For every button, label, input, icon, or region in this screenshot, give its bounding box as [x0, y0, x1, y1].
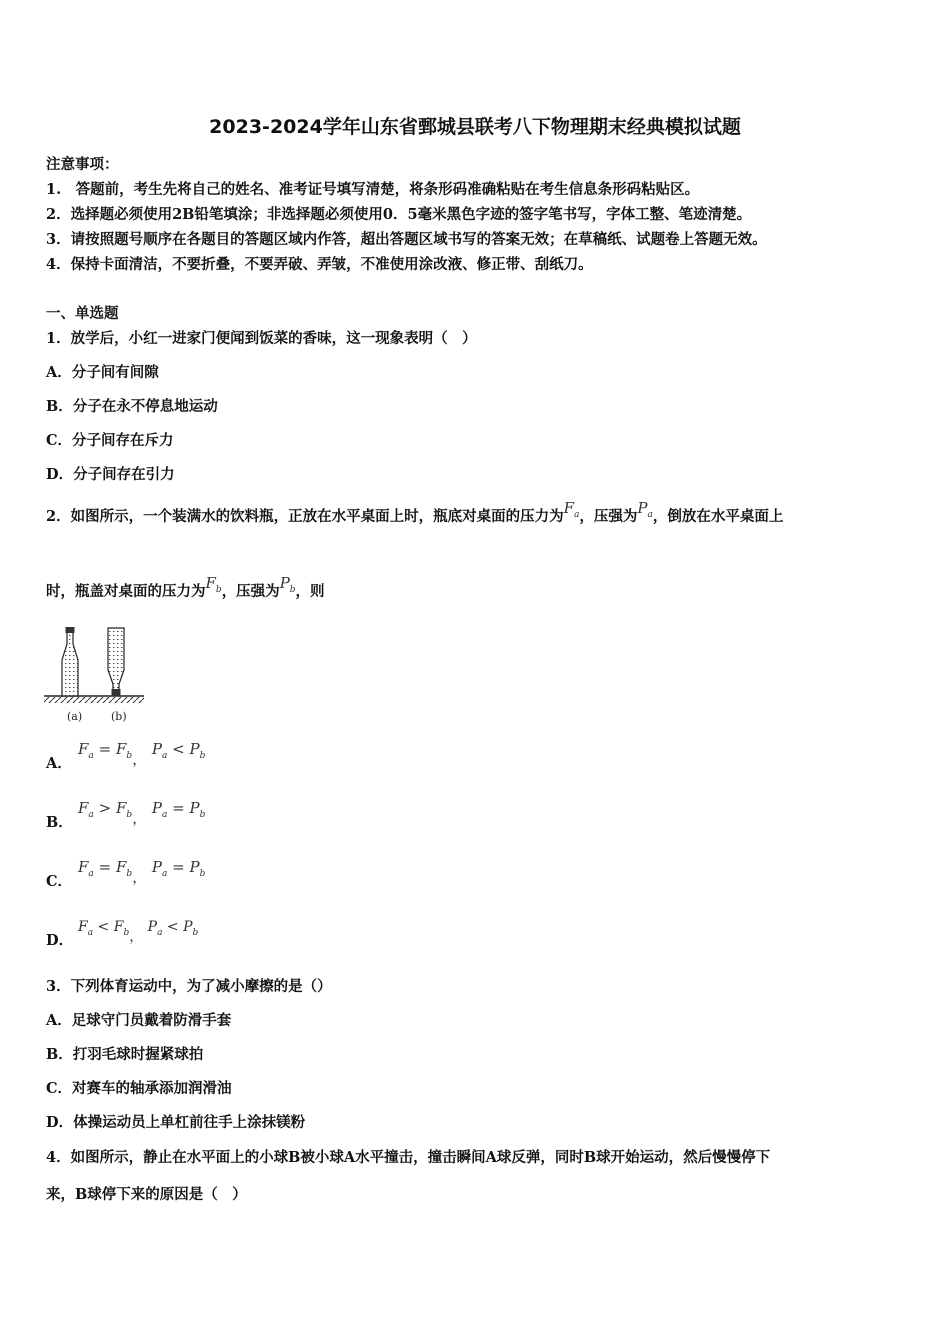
notice-item: 3．请按照题号顺序在各题目的答题区域内作答，超出答题区域书写的答案无效；在草稿纸、试题卷上答题无效。	[46, 231, 767, 248]
bottle-b	[108, 628, 124, 696]
question-2-stem-line2	[46, 574, 325, 603]
question-4-stem-line2: 来，B球停下来的原因是（ ）	[46, 1186, 247, 1203]
question-2-option-d-label: D．	[46, 932, 74, 949]
table-hatch	[44, 697, 144, 703]
question-3-option-d: D．体操运动员上单杠前往手上涂抹镁粉	[46, 1114, 306, 1131]
pressure-b-symbol: $P_b$	[279, 574, 296, 595]
question-4-stem-line1: 4．如图所示，静止在水平面上的小球B被小球A水平撞击，撞击瞬间A球反弹，同时B球开始运动，然后慢慢停下	[46, 1149, 771, 1166]
notice-item: 1. 答题前，考生先将自己的姓名、准考证号填写清楚，将条形码准确粘贴在考生信息条形码粘贴区。	[46, 181, 700, 198]
question-2-option-b-formula: $F_a > F_b$， $P_a = P_b$	[78, 799, 206, 827]
question-1-stem: 1．放学后，小红一进家门便闻到饭菜的香味，这一现象表明（ ）	[46, 330, 477, 347]
question-1-option-d: D．分子间存在引力	[46, 466, 175, 483]
notice-item: 2．选择题必须使用2B铅笔填涂；非选择题必须使用0．5毫米黑色字迹的签字笔书写，字体工整、笔迹清楚。	[46, 206, 752, 223]
question-2-stem-line1	[46, 499, 784, 528]
question-2-option-b-label: B．	[46, 814, 73, 831]
question-1-option-c: C．分子间存在斥力	[46, 432, 174, 449]
question-3-option-c: C．对赛车的轴承添加润滑油	[46, 1080, 232, 1097]
question-2-option-c-formula: $F_a = F_b$， $P_a = P_b$	[78, 858, 206, 886]
notice-item: 4．保持卡面清洁，不要折叠，不要弄破、弄皱，不准使用涂改液、修正带、刮纸刀。	[46, 256, 593, 273]
question-1-option-b: B．分子在永不停息地运动	[46, 398, 218, 415]
question-2-option-a-label: A．	[46, 755, 72, 772]
question-3-stem: 3．下列体育运动中，为了减小摩擦的是（）	[46, 978, 332, 995]
stem-text: ，则	[295, 583, 325, 600]
section-heading: 一、单选题	[46, 305, 119, 322]
caption-b: (b)	[111, 710, 127, 723]
stem-text: ，压强为	[579, 508, 638, 525]
stem-text: 2．如图所示，一个装满水的饮料瓶，正放在水平桌面上时，瓶底对桌面的压力为	[46, 508, 564, 525]
bottle-figure	[40, 622, 160, 726]
notice-heading: 注意事项：	[46, 156, 119, 173]
question-2-option-d-formula: $F_a < F_b$， $P_a < P_b$	[78, 919, 199, 945]
question-1-option-a: A．分子间有间隙	[46, 364, 159, 381]
question-3-option-b: B．打羽毛球时握紧球拍	[46, 1046, 204, 1063]
force-a-symbol: $F_a$	[563, 499, 580, 520]
bottle-a	[62, 627, 78, 696]
question-3-option-a: A．足球守门员戴着防滑手套	[46, 1012, 232, 1029]
stem-text: 时，瓶盖对桌面的压力为	[46, 583, 206, 600]
question-2-option-c-label: C．	[46, 873, 73, 890]
question-2-option-a-formula: $F_a = F_b$， $P_a < P_b$	[78, 740, 206, 768]
pressure-a-symbol: $P_a$	[637, 499, 653, 520]
force-b-symbol: $F_b$	[205, 574, 222, 595]
exam-title: 2023-2024学年山东省鄄城县联考八下物理期末经典模拟试题	[209, 116, 741, 138]
caption-a: (a)	[67, 710, 83, 723]
stem-text: ，压强为	[221, 583, 280, 600]
stem-text: ，倒放在水平桌面上	[652, 508, 784, 525]
